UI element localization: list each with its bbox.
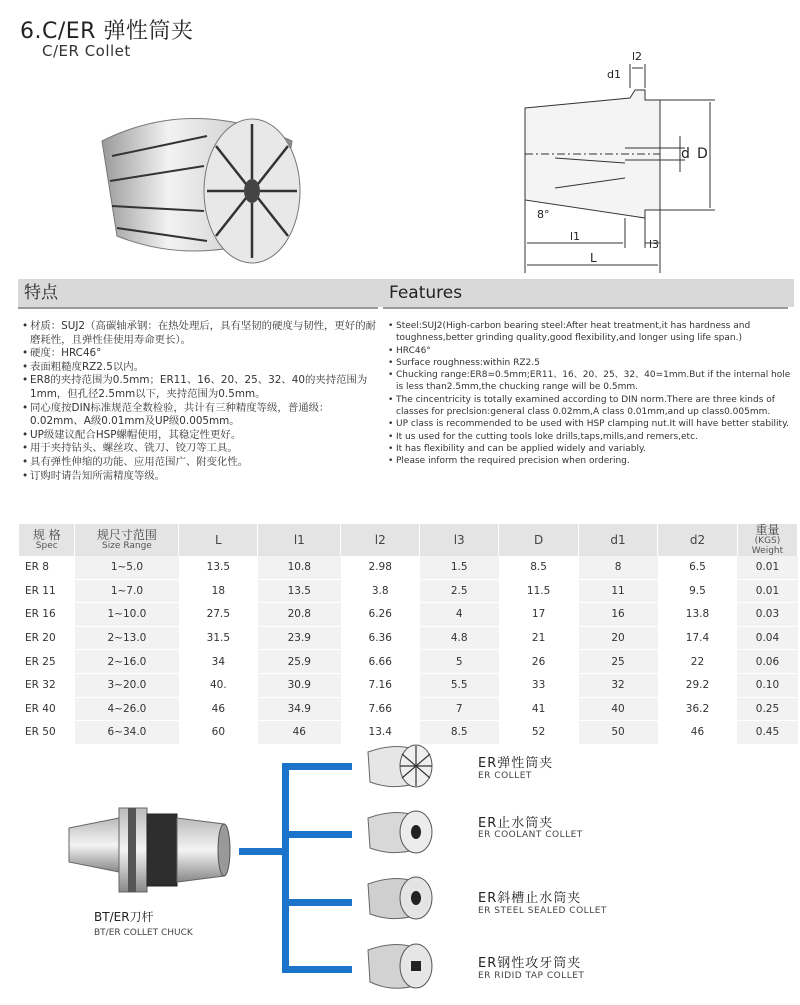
table-cell: 46 bbox=[658, 721, 738, 745]
table-cell: 26 bbox=[499, 650, 579, 674]
list-item: • HRC46° bbox=[388, 345, 798, 357]
table-row bbox=[19, 603, 798, 627]
list-item: • It has flexibility and can be applied widely and variably. bbox=[388, 443, 798, 455]
table-cell: 2.98 bbox=[341, 556, 420, 579]
table-cell: ER 50 bbox=[19, 721, 75, 745]
table-cell: 0.06 bbox=[737, 650, 797, 674]
product-name: ER止水筒夹 bbox=[478, 816, 554, 831]
column-header: 重量 (KGS) Weight bbox=[737, 524, 797, 556]
table-row bbox=[19, 697, 798, 721]
page-title: 6.C/ER 弹性筒夹 bbox=[20, 19, 194, 44]
table-cell: 1~10.0 bbox=[75, 603, 179, 627]
table-cell: 21 bbox=[499, 626, 579, 650]
list-item: • ER8的夹持范围为0.5mm；ER11、16、20、25、32、40的夹持范围为1mm，但孔径2.5mm以下，夹持范围为0.5mm。 bbox=[22, 374, 378, 401]
list-item: • UP级建议配合HSP螺帽使用，其稳定性更好。 bbox=[22, 429, 378, 443]
table-row bbox=[19, 721, 798, 745]
list-item: • Chucking range:ER8=0.5mm;ER11、16、20、25、32、40=1mm.But if the internal hole is less than2.5mm,the chucking range will be 0.5mm. bbox=[388, 369, 798, 394]
table-cell: 7.16 bbox=[341, 673, 420, 697]
label-l1: l1 bbox=[570, 230, 581, 243]
table-cell: 23.9 bbox=[258, 626, 341, 650]
table-cell: ER 25 bbox=[19, 650, 75, 674]
table-cell: 17 bbox=[499, 603, 579, 627]
column-header: L bbox=[179, 524, 258, 556]
list-item: • 具有弹性伸缩的功能、应用范围广、附变化性。 bbox=[22, 456, 378, 470]
tree-connector bbox=[282, 966, 352, 973]
table-cell: 2.5 bbox=[420, 579, 499, 603]
features-cn-heading: 特点 bbox=[18, 279, 384, 307]
table-cell: 18 bbox=[179, 579, 258, 603]
table-cell: 11 bbox=[579, 579, 658, 603]
table-cell: 16 bbox=[579, 603, 658, 627]
table-cell: 52 bbox=[499, 721, 579, 745]
table-cell: 6.5 bbox=[658, 556, 738, 579]
table-cell: 3.8 bbox=[341, 579, 420, 603]
column-header: d2 bbox=[658, 524, 738, 556]
column-header: l2 bbox=[341, 524, 420, 556]
table-cell: 7 bbox=[420, 697, 499, 721]
technical-drawing bbox=[515, 48, 730, 273]
product-name: ER弹性筒夹 bbox=[478, 756, 554, 771]
list-item: • It us used for the cutting tools loke drills,taps,mills,and remers,etc. bbox=[388, 431, 798, 443]
divider bbox=[383, 307, 788, 309]
label-l2: l2 bbox=[632, 50, 643, 63]
table-cell: 8.5 bbox=[420, 721, 499, 745]
table-cell: 31.5 bbox=[179, 626, 258, 650]
column-header: d1 bbox=[579, 524, 658, 556]
table-cell: 0.01 bbox=[737, 579, 797, 603]
table-cell: 9.5 bbox=[658, 579, 738, 603]
table-cell: 10.8 bbox=[258, 556, 341, 579]
table-cell: 50 bbox=[579, 721, 658, 745]
table-cell: 0.45 bbox=[737, 721, 797, 745]
list-item: • 硬度：HRC46° bbox=[22, 347, 378, 361]
tree-connector bbox=[239, 848, 282, 855]
column-header: D bbox=[499, 524, 579, 556]
table-cell: ER 20 bbox=[19, 626, 75, 650]
product-name-en: ER STEEL SEALED COLLET bbox=[478, 906, 607, 916]
table-cell: ER 32 bbox=[19, 673, 75, 697]
table-cell: 27.5 bbox=[179, 603, 258, 627]
table-cell: 2~13.0 bbox=[75, 626, 179, 650]
table-cell: 25 bbox=[579, 650, 658, 674]
table-cell: ER 11 bbox=[19, 579, 75, 603]
table-cell: 34 bbox=[179, 650, 258, 674]
table-header-row bbox=[19, 524, 798, 556]
table-cell: 11.5 bbox=[499, 579, 579, 603]
table-cell: 22 bbox=[658, 650, 738, 674]
table-cell: 5 bbox=[420, 650, 499, 674]
table-cell: 0.04 bbox=[737, 626, 797, 650]
list-item: • 材质：SUJ2（高碳轴承钢：在热处理后，具有坚韧的硬度与韧性，更好的耐磨耗性，且弹性佳使用寿命更长）。 bbox=[22, 320, 378, 347]
table-cell: 7.66 bbox=[341, 697, 420, 721]
list-item: • The cincentricity is totally examined according to DIN norm.There are three kinds of classes for preclsion:general class 0.02mm,A class 0.01mm,and up class0.005mm. bbox=[388, 394, 798, 419]
table-cell: ER 8 bbox=[19, 556, 75, 579]
tap-collet-thumbnail bbox=[366, 940, 436, 992]
holder-label: BT/ER刀杆 bbox=[94, 910, 154, 924]
table-row bbox=[19, 556, 798, 579]
table-cell: 1~5.0 bbox=[75, 556, 179, 579]
table-cell: 0.10 bbox=[737, 673, 797, 697]
label-d: d bbox=[681, 146, 690, 162]
list-item: • Steel:SUJ2(High-carbon bearing steel:After heat treatment,it has hardness and toughness,better grinding quality,good flexibility,and longer using life span.) bbox=[388, 320, 798, 345]
table-cell: 5.5 bbox=[420, 673, 499, 697]
table-cell: 17.4 bbox=[658, 626, 738, 650]
label-D: D bbox=[697, 146, 708, 162]
column-header: l1 bbox=[258, 524, 341, 556]
coolant-collet-thumbnail bbox=[366, 808, 436, 856]
table-cell: 60 bbox=[179, 721, 258, 745]
table-cell: 13.5 bbox=[258, 579, 341, 603]
table-cell: 4~26.0 bbox=[75, 697, 179, 721]
table-cell: 13.5 bbox=[179, 556, 258, 579]
list-item: • 同心度按DIN标准规范全数检验，共计有三种精度等级，普通级：0.02mm、A级0.01mm及UP级0.005mm。 bbox=[22, 402, 378, 429]
collet-chuck-image bbox=[64, 800, 234, 900]
list-item: • 表面粗糙度RZ2.5以内。 bbox=[22, 361, 378, 375]
holder-label-en: BT/ER COLLET CHUCK bbox=[94, 928, 193, 938]
table-cell: 40. bbox=[179, 673, 258, 697]
table-cell: 6.36 bbox=[341, 626, 420, 650]
table-cell: 46 bbox=[258, 721, 341, 745]
collet-photo bbox=[92, 96, 307, 266]
table-row bbox=[19, 626, 798, 650]
features-cn-list bbox=[22, 320, 378, 483]
list-item: • Please inform the required precision when ordering. bbox=[388, 455, 798, 467]
table-cell: ER 16 bbox=[19, 603, 75, 627]
table-cell: 8.5 bbox=[499, 556, 579, 579]
features-en-list bbox=[388, 320, 798, 468]
table-cell: 32 bbox=[579, 673, 658, 697]
list-item: • 订购时请告知所需精度等级。 bbox=[22, 470, 378, 484]
table-cell: 29.2 bbox=[658, 673, 738, 697]
table-cell: 0.25 bbox=[737, 697, 797, 721]
table-cell: 1~7.0 bbox=[75, 579, 179, 603]
steel-sealed-collet-thumbnail bbox=[366, 874, 436, 922]
table-cell: 6.66 bbox=[341, 650, 420, 674]
table-cell: 34.9 bbox=[258, 697, 341, 721]
label-d1: d1 bbox=[607, 68, 621, 81]
table-cell: 33 bbox=[499, 673, 579, 697]
list-item: • 用于夹持钻头、螺丝攻、铣刀、铰刀等工具。 bbox=[22, 442, 378, 456]
divider bbox=[18, 307, 378, 309]
table-cell: 4 bbox=[420, 603, 499, 627]
tree-connector bbox=[282, 831, 352, 838]
table-cell: 0.03 bbox=[737, 603, 797, 627]
spec-table bbox=[19, 524, 798, 745]
product-name-en: ER COOLANT COLLET bbox=[478, 830, 583, 840]
tree-connector bbox=[282, 763, 289, 971]
tree-connector bbox=[282, 763, 352, 770]
table-row bbox=[19, 673, 798, 697]
product-name-en: ER RIDID TAP COLLET bbox=[478, 971, 585, 981]
table-cell: 36.2 bbox=[658, 697, 738, 721]
table-cell: 30.9 bbox=[258, 673, 341, 697]
features-en-heading: Features bbox=[383, 279, 794, 307]
table-row bbox=[19, 650, 798, 674]
collet-thumbnail bbox=[366, 742, 436, 790]
label-L: L bbox=[590, 251, 597, 265]
table-cell: 6.26 bbox=[341, 603, 420, 627]
product-name: ER斜槽止水筒夹 bbox=[478, 891, 582, 906]
label-angle: 8° bbox=[537, 208, 550, 221]
table-cell: 13.8 bbox=[658, 603, 738, 627]
page-subtitle: C/ER Collet bbox=[42, 42, 131, 60]
list-item: • Surface roughness:within RZ2.5 bbox=[388, 357, 798, 369]
product-name-en: ER COLLET bbox=[478, 771, 532, 781]
tree-connector bbox=[282, 899, 352, 906]
label-l3: l3 bbox=[649, 238, 660, 251]
table-row bbox=[19, 579, 798, 603]
table-cell: 46 bbox=[179, 697, 258, 721]
table-cell: 8 bbox=[579, 556, 658, 579]
table-cell: 20.8 bbox=[258, 603, 341, 627]
table-cell: 25.9 bbox=[258, 650, 341, 674]
table-cell: 20 bbox=[579, 626, 658, 650]
table-cell: 1.5 bbox=[420, 556, 499, 579]
product-name: ER钢性攻牙筒夹 bbox=[478, 956, 582, 971]
table-cell: 0.01 bbox=[737, 556, 797, 579]
table-cell: 40 bbox=[579, 697, 658, 721]
list-item: • UP class is recommended to be used with HSP clamping nut.It will have better stability. bbox=[388, 418, 798, 430]
column-header: 规尺寸范围 Size Range bbox=[75, 524, 179, 556]
table-cell: 13.4 bbox=[341, 721, 420, 745]
table-cell: 2~16.0 bbox=[75, 650, 179, 674]
table-cell: 41 bbox=[499, 697, 579, 721]
column-header: l3 bbox=[420, 524, 499, 556]
table-cell: 3~20.0 bbox=[75, 673, 179, 697]
table-cell: 4.8 bbox=[420, 626, 499, 650]
table-cell: 6~34.0 bbox=[75, 721, 179, 745]
table-cell: ER 40 bbox=[19, 697, 75, 721]
column-header: 规 格 Spec bbox=[19, 524, 75, 556]
